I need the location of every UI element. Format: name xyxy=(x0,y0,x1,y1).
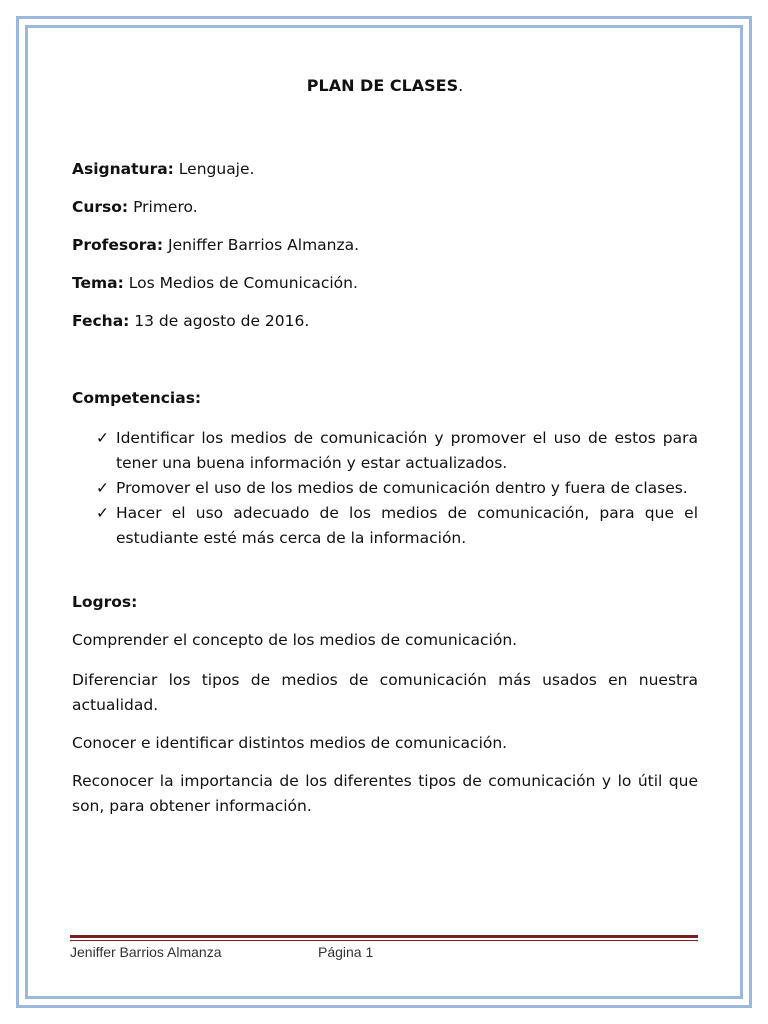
checkmark-icon: ✓ xyxy=(96,479,109,497)
info-curso-label: Curso: xyxy=(72,198,129,216)
info-tema-value: Los Medios de Comunicación. xyxy=(123,274,358,292)
footer-rule-thin xyxy=(70,940,698,941)
info-asignatura xyxy=(72,160,254,178)
info-fecha-value: 13 de agosto de 2016. xyxy=(129,312,310,330)
info-curso xyxy=(72,198,198,216)
checkmark-icon: ✓ xyxy=(96,504,109,522)
info-tema-label: Tema: xyxy=(72,274,124,292)
competencias-list xyxy=(72,426,698,551)
info-tema xyxy=(72,274,358,292)
list-item-text: Hacer el uso adecuado de los medios de comunicación, para que el estudiante esté más cerca de la información. xyxy=(116,504,698,547)
logros-heading: Logros: xyxy=(72,593,138,611)
info-profesora-value: Jeniffer Barrios Almanza. xyxy=(163,236,360,254)
info-profesora-label: Profesora: xyxy=(72,236,164,254)
list-item xyxy=(72,426,698,476)
logro-paragraph: Comprender el concepto de los medios de comunicación. xyxy=(72,631,518,649)
list-item xyxy=(72,476,698,501)
info-fecha-label: Fecha: xyxy=(72,312,130,330)
list-item xyxy=(72,501,698,551)
footer-page-number: Página 1 xyxy=(318,944,374,960)
info-fecha xyxy=(72,312,309,330)
checkmark-icon: ✓ xyxy=(96,429,109,447)
list-item-text: Promover el uso de los medios de comunicación dentro y fuera de clases. xyxy=(116,479,688,497)
logro-paragraph: Reconocer la importancia de los diferentes tipos de comunicación y lo útil que son, para obtener información. xyxy=(72,772,698,815)
document-title-dot: . xyxy=(458,76,464,95)
competencias-heading: Competencias: xyxy=(72,389,202,407)
logro-paragraph: Diferenciar los tipos de medios de comunicación más usados en nuestra actualidad. xyxy=(72,671,698,714)
list-item-text: Identificar los medios de comunicación y promover el uso de estos para tener una buena información y estar actualizados. xyxy=(116,429,698,472)
document-title xyxy=(72,76,698,95)
footer-author: Jeniffer Barrios Almanza xyxy=(70,944,222,960)
info-profesora xyxy=(72,236,359,254)
info-curso-value: Primero. xyxy=(128,198,198,216)
info-asignatura-label: Asignatura: xyxy=(72,160,174,178)
info-asignatura-value: Lenguaje. xyxy=(173,160,255,178)
document-title-text: PLAN DE CLASES xyxy=(306,76,459,95)
logro-paragraph: Conocer e identificar distintos medios de comunicación. xyxy=(72,734,508,752)
footer-rule-thick xyxy=(70,935,698,938)
